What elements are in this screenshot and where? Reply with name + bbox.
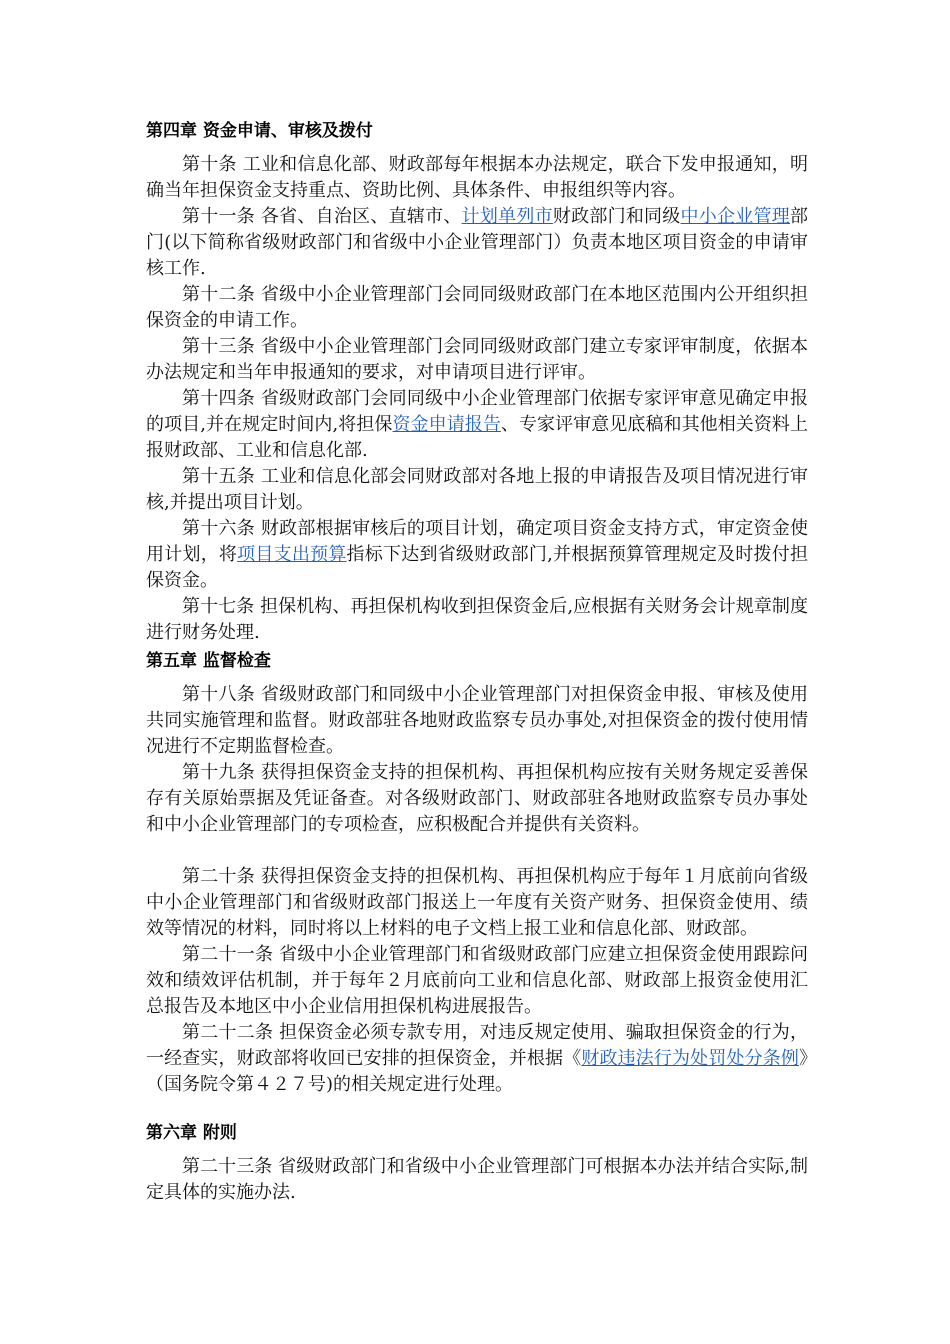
text-segment: 第十五条 工业和信息化部会同财政部对各地上报的申请报告及项目情况进行审核,并提出项目计划。 <box>146 466 808 513</box>
text-segment: 第十四条 省级财政部门会同同级中小企业管理部门依据专家评审意见确定申报的项目,并在规定时间内,将担保 <box>146 388 808 435</box>
article-20 <box>146 864 808 942</box>
chapter-title: 第五章 监督检查 <box>146 651 271 671</box>
text-segment: 部门(以下简称省级财政部门和省级中小企业管理部门）负责本地区项目资金的申请审核工作. <box>146 206 809 279</box>
text-segment: 、专家评审意见底稿和其他相关资料上报财政部、工业和信息化部. <box>146 414 809 461</box>
chapter-6 <box>146 1120 808 1206</box>
chapter-title: 第四章 资金申请、审核及拨付 <box>146 121 373 141</box>
text-segment: 》（国务院令第４２７号)的相关规定进行处理。 <box>146 1048 809 1095</box>
article-21 <box>146 942 808 1020</box>
article-22 <box>146 1020 808 1098</box>
article-19 <box>146 760 808 838</box>
text-segment: 第二十条 获得担保资金支持的担保机构、再担保机构应于每年１月底前向省级中小企业管理部门和省级财政部门报送上一年度有关资产财务、担保资金使用、绩效等情况的材料，同时将以上材料的电子文档上报工业和信息化部、财政部。 <box>146 866 808 939</box>
article-13 <box>146 334 808 386</box>
text-segment: 第二十一条 省级中小企业管理部门和省级财政部门应建立担保资金使用跟踪问效和绩效评估机制，并于每年２月底前向工业和信息化部、财政部上报资金使用汇总报告及本地区中小企业信用担保机构进展报告。 <box>146 944 808 1017</box>
chapter-title: 第六章 附则 <box>146 1123 237 1143</box>
chapter-4 <box>146 118 808 646</box>
text-segment: 第十二条 省级中小企业管理部门会同同级财政部门在本地区范围内公开组织担保资金的申请工作。 <box>146 284 808 331</box>
text-segment: 第十九条 获得担保资金支持的担保机构、再担保机构应按有关财务规定妥善保存有关原始票据及凭证备查。对各级财政部门、财政部驻各地财政监察专员办事处和中小企业管理部门的专项检查，应积极配合并提供有关资料。 <box>146 762 808 835</box>
text-segment: 第十三条 省级中小企业管理部门会同同级财政部门建立专家评审制度，依据本办法规定和当年申报通知的要求，对申请项目进行评审。 <box>146 336 808 383</box>
article-14 <box>146 386 808 464</box>
text-segment: 第十一条 各省、自治区、直辖市、 <box>182 206 462 227</box>
link-zijin-shenqing-baogao[interactable]: 资金申请报告 <box>392 414 501 435</box>
text-segment: 第十条 工业和信息化部、财政部每年根据本办法规定，联合下发申报通知，明确当年担保资金支持重点、资助比例、具体条件、申报组织等内容。 <box>146 154 808 201</box>
article-10 <box>146 152 808 204</box>
text-segment: 第十七条 担保机构、再担保机构收到担保资金后,应根据有关财务会计规章制度进行财务处理. <box>146 596 808 643</box>
link-zhongxiao-qiye-guanli[interactable]: 中小企业管理 <box>680 206 791 227</box>
article-16 <box>146 516 808 594</box>
text-segment: 第十八条 省级财政部门和同级中小企业管理部门对担保资金申报、审核及使用共同实施管理和监督。财政部驻各地财政监察专员办事处,对担保资金的拨付使用情况进行不定期监督检查。 <box>146 684 808 757</box>
article-23 <box>146 1154 808 1206</box>
text-segment: 财政部门和同级 <box>552 206 681 227</box>
chapter-5 <box>146 648 808 1098</box>
text-segment: 第二十三条 省级财政部门和省级中小企业管理部门可根据本办法并结合实际,制定具体的实施办法. <box>146 1156 808 1203</box>
link-caizheng-weifa-tiaoli[interactable]: 财政违法行为处罚处分条例 <box>581 1048 800 1069</box>
text-segment: 第十六条 财政部根据审核后的项目计划，确定项目资金支持方式，审定资金使用计划，将 <box>146 518 808 565</box>
article-15 <box>146 464 808 516</box>
link-jihua-danlieshi[interactable]: 计划单列市 <box>461 206 553 227</box>
link-xiangmu-zhichu-yusuan[interactable]: 项目支出预算 <box>237 544 347 565</box>
text-segment: 指标下达到省级财政部门,并根据预算管理规定及时拨付担保资金。 <box>146 544 809 591</box>
article-11 <box>146 204 808 282</box>
article-12 <box>146 282 808 334</box>
text-segment: 第二十二条 担保资金必须专款专用，对违反规定使用、骗取担保资金的行为，一经查实，财政部将收回已安排的担保资金，并根据《 <box>146 1022 808 1069</box>
article-18 <box>146 682 808 760</box>
article-17 <box>146 594 808 646</box>
